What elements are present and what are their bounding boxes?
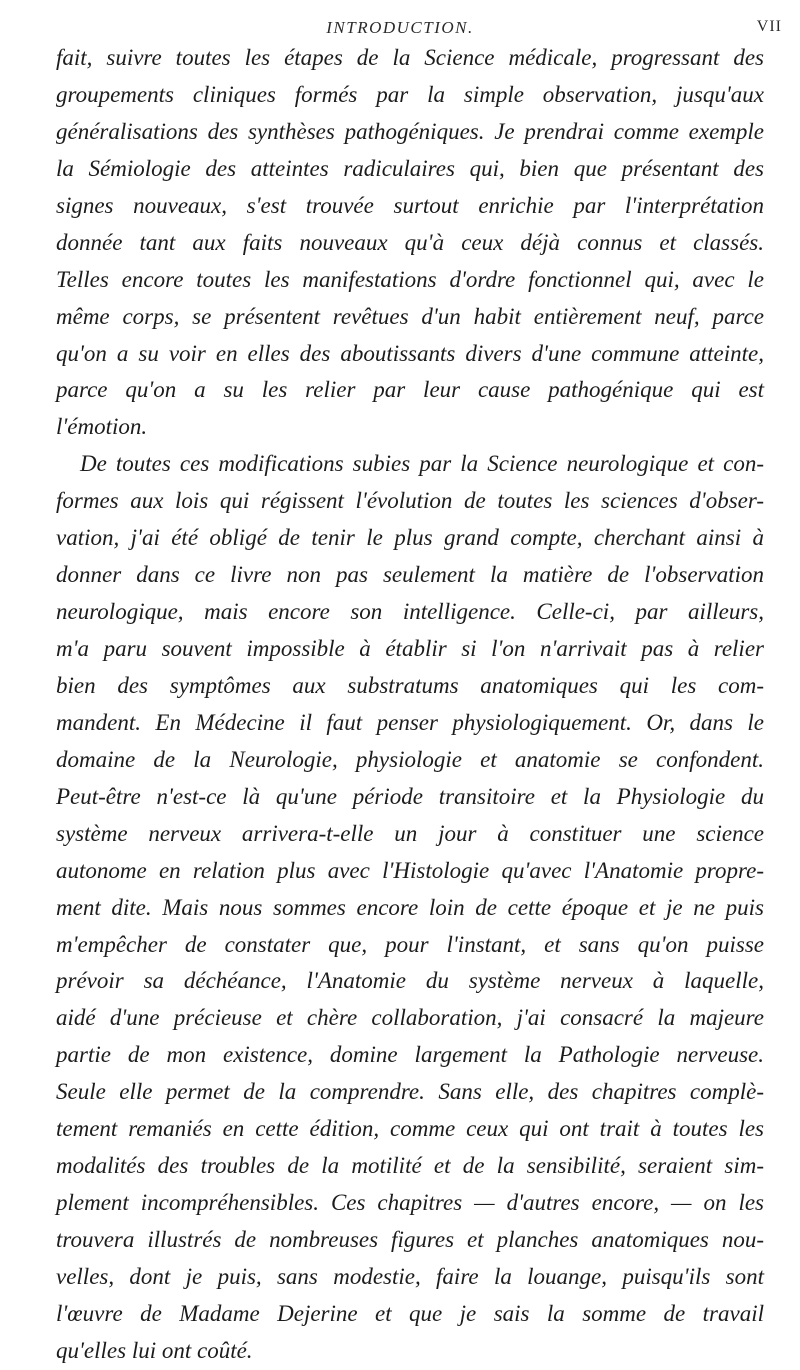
- text-line: généralisations des synthèses pathogéniques. Je prendrai comme exemple: [56, 118, 764, 144]
- text-line: qu'elles lui ont coûté.: [56, 1337, 253, 1363]
- text-line: signes nouveaux, s'est trouvée surtout enrichie par l'interprétation: [56, 192, 764, 218]
- running-title: INTRODUCTION.: [326, 18, 474, 37]
- text-line: ment dite. Mais nous sommes encore loin de cette époque et je ne puis: [56, 894, 764, 920]
- text-line: la Sémiologie des atteintes radiculaires qui, bien que présentant des: [56, 155, 764, 181]
- text-line: donnée tant aux faits nouveaux qu'à ceux déjà connus et classés.: [56, 229, 764, 255]
- text-line: bien des symptômes aux substratums anatomiques qui les com-: [56, 672, 764, 698]
- text-line: plement incompréhensibles. Ces chapitres — d'autres encore, — on les: [56, 1190, 764, 1216]
- page-number: VII: [756, 18, 782, 35]
- paragraph-1: [56, 40, 764, 446]
- text-line: m'empêcher de constater que, pour l'instant, et sans qu'on puisse: [56, 931, 764, 957]
- text-line: donner dans ce livre non pas seulement la matière de l'observation: [56, 562, 764, 588]
- text-line: autonome en relation plus avec l'Histologie qu'avec l'Anatomie propre-: [56, 857, 764, 883]
- text-line: parce qu'on a su les relier par leur cause pathogénique qui est: [56, 377, 764, 403]
- text-line: l'œuvre de Madame Dejerine et que je sais la somme de travail: [56, 1300, 764, 1326]
- text-line: groupements cliniques formés par la simple observation, jusqu'aux: [56, 81, 764, 107]
- paragraph-2: [56, 446, 764, 1369]
- text-line: Seule elle permet de la comprendre. Sans elle, des chapitres complè-: [56, 1079, 764, 1105]
- text-line: système nerveux arrivera-t-elle un jour à constituer une science: [56, 820, 764, 846]
- text-line: vation, j'ai été obligé de tenir le plus grand compte, cherchant ainsi à: [56, 525, 764, 551]
- text-line: aidé d'une précieuse et chère collaboration, j'ai consacré la majeure: [56, 1005, 764, 1031]
- text-line: même corps, se présentent revêtues d'un habit entièrement neuf, parce: [56, 303, 764, 329]
- text-line: mandent. En Médecine il faut penser physiologiquement. Or, dans le: [56, 709, 764, 735]
- text-line: domaine de la Neurologie, physiologie et anatomie se confondent.: [56, 746, 764, 772]
- body-text: [56, 40, 764, 1370]
- text-line: prévoir sa déchéance, l'Anatomie du système nerveux à laquelle,: [56, 968, 764, 994]
- text-line: Peut-être n'est-ce là qu'une période transitoire et la Physiologie du: [56, 783, 764, 809]
- text-line: fait, suivre toutes les étapes de la Science médicale, progressant des: [56, 45, 764, 70]
- text-line: Telles encore toutes les manifestations d'ordre fonctionnel qui, avec le: [56, 266, 764, 292]
- text-line: trouvera illustrés de nombreuses figures et planches anatomiques nou-: [56, 1227, 764, 1252]
- text-line: partie de mon existence, domine largement la Pathologie nerveuse.: [56, 1042, 764, 1068]
- text-line: tement remaniés en cette édition, comme ceux qui ont trait à toutes les: [56, 1116, 764, 1142]
- text-line: qu'on a su voir en elles des aboutissants divers d'une commune atteinte,: [56, 340, 764, 366]
- text-line: neurologique, mais encore son intelligence. Celle-ci, par ailleurs,: [56, 599, 764, 625]
- text-line: m'a paru souvent impossible à établir si l'on n'arrivait pas à relier: [56, 636, 764, 661]
- running-head: [0, 14, 800, 42]
- text-line: formes aux lois qui régissent l'évolution de toutes les sciences d'obser-: [56, 488, 764, 514]
- text-line: De toutes ces modifications subies par la Science neurologique et con-: [80, 451, 764, 477]
- text-line: l'émotion.: [56, 414, 148, 440]
- text-line: modalités des troubles de la motilité et de la sensibilité, seraient sim-: [56, 1153, 764, 1179]
- text-line: velles, dont je puis, sans modestie, faire la louange, puisqu'ils sont: [56, 1263, 764, 1289]
